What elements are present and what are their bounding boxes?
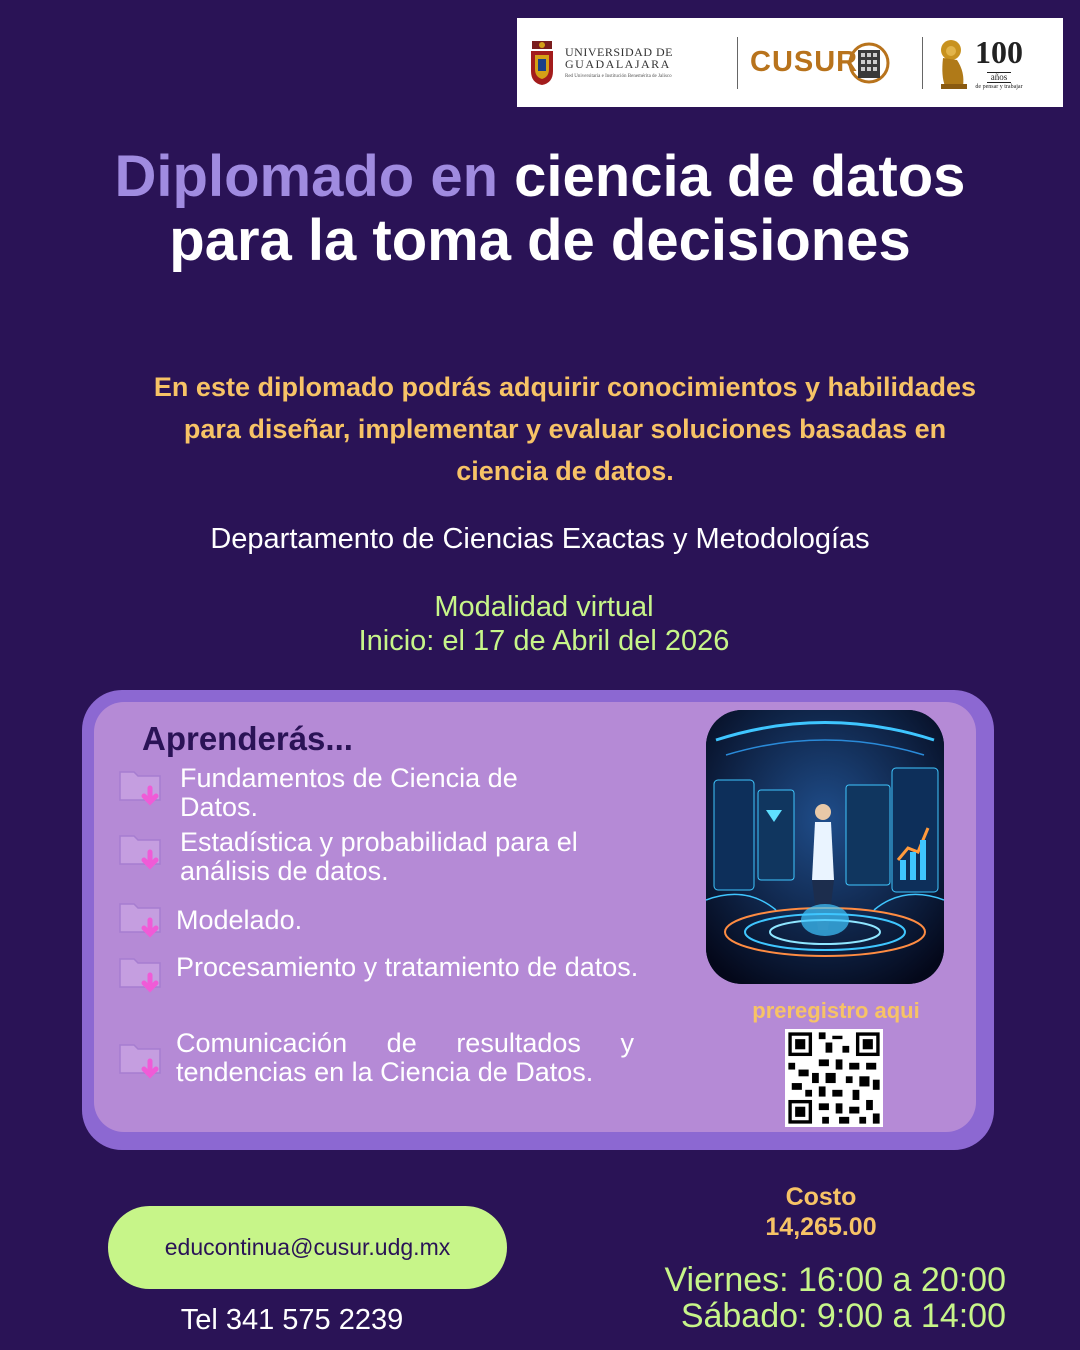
- list-item: [180, 828, 650, 886]
- department-name: Departamento de Ciencias Exactas y Metodologías: [210, 523, 870, 555]
- cusur-logo: [750, 40, 910, 86]
- anniversary-tagline: de pensar y trabajar: [975, 83, 1023, 90]
- data-science-illustration: [706, 710, 944, 984]
- logo-divider: [737, 37, 738, 89]
- anniversary-logo: [935, 33, 1023, 90]
- list-item: [176, 906, 646, 935]
- schedule: [600, 1262, 1006, 1334]
- list-item-text: Procesamiento y tratamiento de datos.: [176, 952, 639, 982]
- list-item: [176, 953, 656, 982]
- start-date: Inicio: el 17 de Abril del 2026: [358, 625, 730, 657]
- modality-info: [60, 590, 1028, 658]
- udg-name-line2: GUADALAJARA: [565, 57, 671, 72]
- logo-divider: [922, 37, 923, 89]
- list-item-text: Fundamentos de Ciencia de Datos.: [180, 763, 518, 822]
- institution-logos: [517, 18, 1063, 107]
- udg-seal-icon: [529, 39, 555, 87]
- list-item-text: Estadística y probabilidad para el análisis de datos.: [180, 827, 578, 886]
- list-item: [176, 1029, 634, 1087]
- qr-code-icon[interactable]: [785, 1029, 883, 1127]
- title-accent: Diplomado en: [114, 144, 499, 209]
- folder-download-icon: [118, 951, 164, 997]
- folder-download-icon: [118, 764, 164, 810]
- lion-icon: [935, 36, 971, 90]
- email-link[interactable]: educontinua@cusur.udg.mx: [108, 1206, 507, 1289]
- udg-tagline: Red Universitaria e Institución Benemérita de Jalisco: [565, 73, 672, 79]
- illustration-graphic: [706, 710, 944, 984]
- cusur-building-icon: [848, 40, 890, 86]
- anniversary-word: años: [987, 72, 1012, 83]
- list-item: [180, 764, 600, 822]
- modality-text: Modalidad virtual: [434, 591, 654, 623]
- cusur-wordmark: CUSUR: [750, 46, 859, 78]
- list-item-text: Comunicación de resultados y tendencias en la Ciencia de Datos.: [176, 1028, 634, 1087]
- phone-number: Tel 341 575 2239: [180, 1304, 404, 1336]
- anniversary-number: 100: [975, 33, 1023, 70]
- list-item-text: Modelado.: [176, 905, 303, 935]
- program-description: En este diplomado podrás adquirir conocimientos y habilidades para diseñar, implementar y evaluar soluciones basadas en ciencia de datos.: [153, 372, 977, 486]
- cost-info: [716, 1182, 926, 1242]
- title-rest: ciencia de datos para la toma de decisiones: [169, 144, 966, 273]
- schedule-saturday: Sábado: 9:00 a 14:00: [680, 1297, 1006, 1335]
- folder-download-icon: [118, 896, 164, 942]
- udg-logo: [529, 39, 725, 87]
- udg-name-line1: UNIVERSIDAD DE: [565, 44, 673, 59]
- folder-download-icon: [118, 828, 164, 874]
- cost-label: Costo: [785, 1183, 857, 1211]
- learning-heading: Aprenderás...: [142, 720, 353, 757]
- cost-amount: 14,265.00: [765, 1213, 877, 1241]
- folder-download-icon: [118, 1037, 164, 1083]
- page-title: [60, 145, 1020, 273]
- schedule-friday: Viernes: 16:00 a 20:00: [664, 1261, 1006, 1299]
- preregistration-label: preregistro aqui: [752, 998, 920, 1023]
